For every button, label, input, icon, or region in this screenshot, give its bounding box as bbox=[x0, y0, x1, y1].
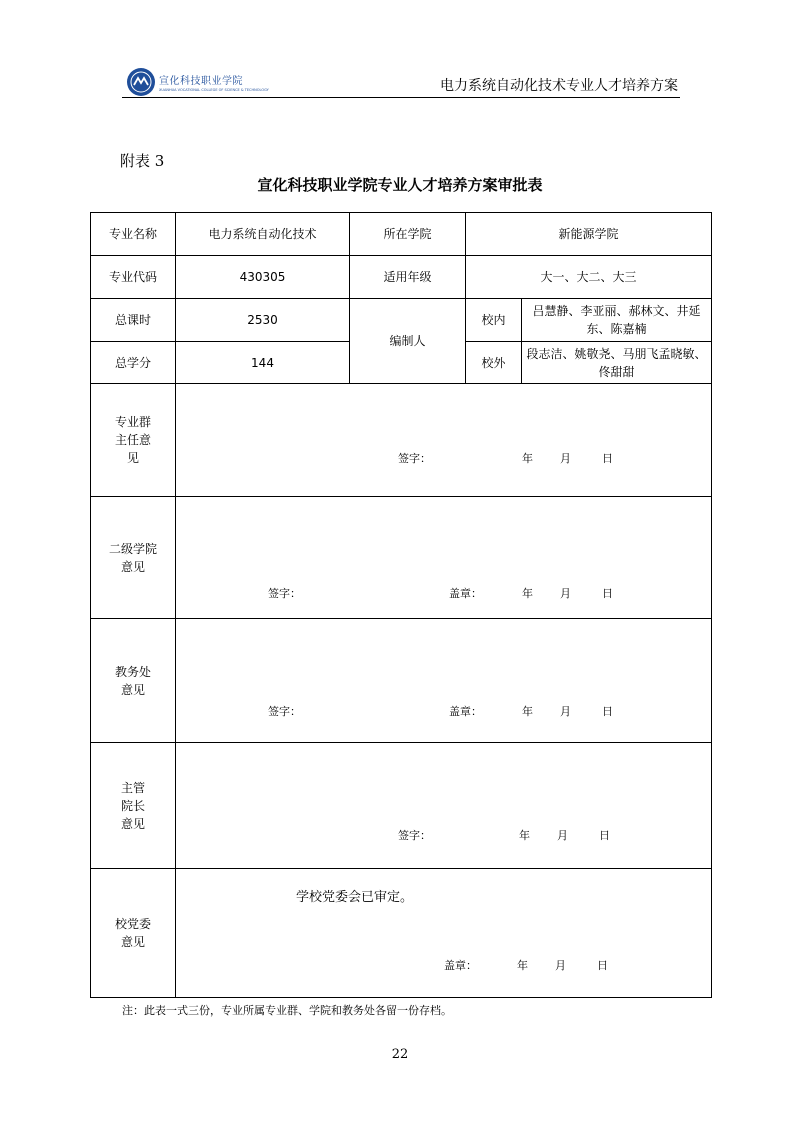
day-label: 日 bbox=[599, 829, 610, 842]
page-title: 宣化科技职业学院专业人才培养方案审批表 bbox=[257, 176, 543, 194]
major-code-label: 专业代码 bbox=[91, 256, 176, 299]
major-code-value: 430305 bbox=[176, 256, 350, 299]
approval-table bbox=[90, 212, 712, 998]
day-label: 日 bbox=[597, 959, 608, 972]
sign-label: 签字： bbox=[398, 452, 431, 465]
logo-subtext: XUANHUA VOCATIONAL COLLEGE OF SCIENCE & TECHNOLOGY bbox=[159, 88, 269, 92]
college-emblem-icon bbox=[127, 68, 155, 96]
grade-label: 适用年级 bbox=[350, 256, 466, 299]
table-row bbox=[91, 743, 712, 869]
party-committee-opinion-label: 校党委意见 bbox=[91, 869, 176, 998]
day-label: 日 bbox=[602, 587, 613, 600]
college-value: 新能源学院 bbox=[466, 213, 712, 256]
appendix-label: 附表 3 bbox=[120, 152, 165, 170]
table-row bbox=[91, 384, 712, 497]
academic-affairs-opinion-label: 教务处意见 bbox=[91, 619, 176, 743]
year-label: 年 bbox=[522, 587, 533, 600]
hours-value: 2530 bbox=[176, 299, 350, 342]
month-label: 月 bbox=[555, 959, 566, 972]
sign-label: 签字： bbox=[268, 587, 301, 600]
day-label: 日 bbox=[602, 705, 613, 718]
year-label: 年 bbox=[517, 959, 528, 972]
year-label: 年 bbox=[519, 829, 530, 842]
college-opinion-label: 二级学院意见 bbox=[91, 497, 176, 619]
internal-label: 校内 bbox=[466, 299, 522, 342]
internal-editors: 吕慧静、李亚丽、郝林文、井延东、陈嘉楠 bbox=[522, 299, 712, 342]
credits-value: 144 bbox=[176, 342, 350, 384]
month-label: 月 bbox=[560, 452, 571, 465]
seal-label: 盖章： bbox=[449, 705, 482, 718]
month-label: 月 bbox=[560, 705, 571, 718]
seal-label: 盖章： bbox=[444, 959, 477, 972]
external-editors: 段志洁、姚敬尧、马朋飞孟晓敏、佟甜甜 bbox=[522, 342, 712, 384]
year-label: 年 bbox=[522, 452, 533, 465]
external-label: 校外 bbox=[466, 342, 522, 384]
day-label: 日 bbox=[602, 452, 613, 465]
table-row bbox=[91, 619, 712, 743]
college-logo bbox=[127, 68, 269, 96]
party-approval-text: 学校党委会已审定。 bbox=[296, 890, 414, 905]
major-name-value: 电力系统自动化技术 bbox=[176, 213, 350, 256]
major-name-label: 专业名称 bbox=[91, 213, 176, 256]
grade-value: 大一、大二、大三 bbox=[466, 256, 712, 299]
footnote: 注：此表一式三份，专业所属专业群、学院和教务处各留一份存档。 bbox=[122, 1004, 452, 1017]
header-doc-title: 电力系统自动化技术专业人才培养方案 bbox=[440, 78, 678, 94]
dean-opinion-box[interactable] bbox=[176, 743, 712, 869]
college-opinion-box[interactable] bbox=[176, 497, 712, 619]
table-row bbox=[91, 256, 712, 299]
credits-label: 总学分 bbox=[91, 342, 176, 384]
group-director-opinion-label: 专业群主任意见 bbox=[91, 384, 176, 497]
month-label: 月 bbox=[560, 587, 571, 600]
month-label: 月 bbox=[557, 829, 568, 842]
academic-affairs-opinion-box[interactable] bbox=[176, 619, 712, 743]
table-row bbox=[91, 213, 712, 256]
college-label: 所在学院 bbox=[350, 213, 466, 256]
group-director-opinion-box[interactable] bbox=[176, 384, 712, 497]
header-divider bbox=[122, 97, 680, 98]
page-header bbox=[122, 62, 680, 98]
table-row bbox=[91, 299, 712, 342]
sign-label: 签字： bbox=[398, 829, 431, 842]
party-committee-opinion-box[interactable] bbox=[176, 869, 712, 998]
page-number: 22 bbox=[391, 1047, 409, 1062]
sign-label: 签字： bbox=[268, 705, 301, 718]
seal-label: 盖章： bbox=[449, 587, 482, 600]
table-row bbox=[91, 497, 712, 619]
hours-label: 总课时 bbox=[91, 299, 176, 342]
table-row bbox=[91, 869, 712, 998]
dean-opinion-label: 主管院长意见 bbox=[91, 743, 176, 869]
year-label: 年 bbox=[522, 705, 533, 718]
logo-text: 宣化科技职业学院 bbox=[159, 76, 243, 87]
editor-label: 编制人 bbox=[350, 299, 466, 384]
